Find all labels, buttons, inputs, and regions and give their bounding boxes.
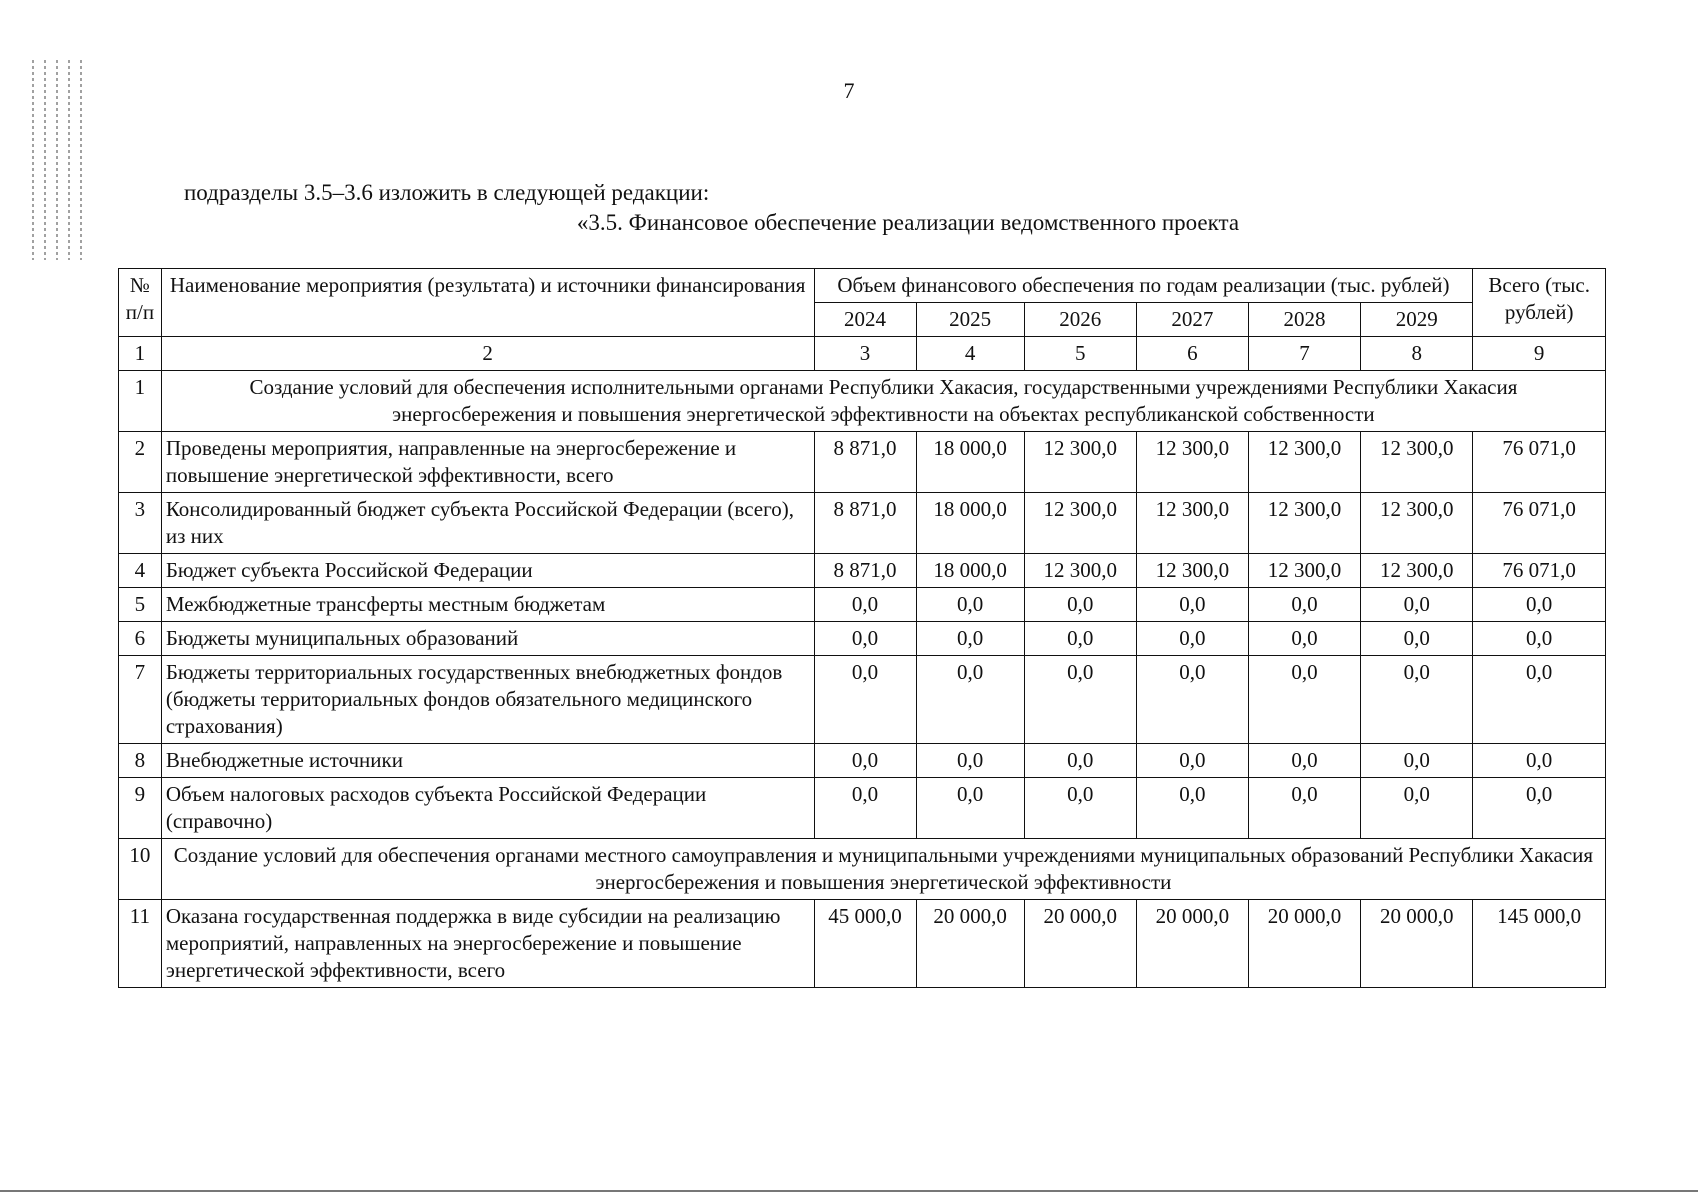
value-cell: 0,0	[1136, 622, 1248, 656]
total-cell: 0,0	[1473, 744, 1606, 778]
row-number: 1	[119, 371, 162, 432]
value-cell: 0,0	[1361, 656, 1473, 744]
total-cell: 0,0	[1473, 656, 1606, 744]
row-number: 10	[119, 839, 162, 900]
value-cell: 20 000,0	[1136, 900, 1248, 988]
value-cell: 0,0	[1136, 656, 1248, 744]
total-cell: 0,0	[1473, 622, 1606, 656]
value-cell: 18 000,0	[916, 554, 1024, 588]
row-number: 7	[119, 656, 162, 744]
value-cell: 0,0	[1024, 588, 1136, 622]
page-number: 7	[843, 78, 855, 103]
value-cell: 8 871,0	[814, 554, 916, 588]
value-cell: 45 000,0	[814, 900, 916, 988]
row-name: Оказана государственная поддержка в виде субсидии на реализацию мероприятий, направленных на энергосбережение и повышение энергетической эффективности, всего	[161, 900, 814, 988]
value-cell: 12 300,0	[1248, 493, 1360, 554]
value-cell: 12 300,0	[1361, 432, 1473, 493]
table-row	[119, 588, 1606, 622]
value-cell: 0,0	[1024, 656, 1136, 744]
value-cell: 0,0	[1136, 778, 1248, 839]
header-num: № п/п	[119, 269, 162, 337]
header-total: Всего (тыс. рублей)	[1473, 269, 1606, 337]
value-cell: 0,0	[916, 588, 1024, 622]
row-number: 6	[119, 622, 162, 656]
value-cell: 12 300,0	[1136, 432, 1248, 493]
value-cell: 0,0	[916, 656, 1024, 744]
table-row	[119, 622, 1606, 656]
row-number: 2	[119, 432, 162, 493]
total-cell: 76 071,0	[1473, 493, 1606, 554]
value-cell: 0,0	[1136, 588, 1248, 622]
header-year: 2025	[916, 303, 1024, 337]
header-year: 2029	[1361, 303, 1473, 337]
row-number: 3	[119, 493, 162, 554]
header-volume: Объем финансового обеспечения по годам реализации (тыс. рублей)	[814, 269, 1473, 303]
total-cell: 0,0	[1473, 778, 1606, 839]
value-cell: 18 000,0	[916, 432, 1024, 493]
value-cell: 0,0	[1361, 778, 1473, 839]
value-cell: 12 300,0	[1024, 493, 1136, 554]
table-row	[119, 493, 1606, 554]
row-number: 8	[119, 744, 162, 778]
value-cell: 0,0	[1248, 778, 1360, 839]
group-title: Создание условий для обеспечения исполнительными органами Республики Хакасия, государственными учреждениями Республики Хакасия энергосбережения и повышения энергетической эффективности на объектах республиканской собственности	[161, 371, 1605, 432]
intro-text: подразделы 3.5–3.6 изложить в следующей редакции:	[184, 180, 710, 205]
value-cell: 0,0	[814, 622, 916, 656]
value-cell: 0,0	[916, 622, 1024, 656]
value-cell: 0,0	[814, 656, 916, 744]
header-year: 2028	[1248, 303, 1360, 337]
value-cell: 0,0	[1361, 622, 1473, 656]
group-title: Создание условий для обеспечения органами местного самоуправления и муниципальными учреждениями муниципальных образований Республики Хакасия энергосбережения и повышения энергетической эффективности	[161, 839, 1605, 900]
header-name: Наименование мероприятия (результата) и источники финансирования	[161, 269, 814, 337]
column-number: 2	[161, 337, 814, 371]
total-cell: 0,0	[1473, 588, 1606, 622]
value-cell: 12 300,0	[1024, 432, 1136, 493]
row-name: Бюджеты территориальных государственных внебюджетных фондов (бюджеты территориальных фондов обязательного медицинского страхования)	[161, 656, 814, 744]
total-cell: 76 071,0	[1473, 432, 1606, 493]
header-year: 2026	[1024, 303, 1136, 337]
group-row	[119, 839, 1606, 900]
value-cell: 0,0	[916, 778, 1024, 839]
value-cell: 0,0	[1361, 744, 1473, 778]
value-cell: 8 871,0	[814, 432, 916, 493]
column-number: 5	[1024, 337, 1136, 371]
row-number: 5	[119, 588, 162, 622]
row-name: Объем налоговых расходов субъекта Российской Федерации (справочно)	[161, 778, 814, 839]
row-name: Бюджет субъекта Российской Федерации	[161, 554, 814, 588]
value-cell: 12 300,0	[1136, 493, 1248, 554]
column-number: 7	[1248, 337, 1360, 371]
value-cell: 0,0	[814, 588, 916, 622]
header-year: 2024	[814, 303, 916, 337]
row-name: Межбюджетные трансферты местным бюджетам	[161, 588, 814, 622]
value-cell: 0,0	[1024, 622, 1136, 656]
table-row	[119, 778, 1606, 839]
column-number: 1	[119, 337, 162, 371]
row-name: Консолидированный бюджет субъекта Российской Федерации (всего), из них	[161, 493, 814, 554]
bottom-rule	[0, 1190, 1698, 1192]
value-cell: 12 300,0	[1136, 554, 1248, 588]
row-number: 9	[119, 778, 162, 839]
row-name: Бюджеты муниципальных образований	[161, 622, 814, 656]
section-title: «3.5. Финансовое обеспечение реализации ведомственного проекта	[576, 210, 1240, 235]
header-year: 2027	[1136, 303, 1248, 337]
column-number: 8	[1361, 337, 1473, 371]
column-number: 6	[1136, 337, 1248, 371]
value-cell: 0,0	[1361, 588, 1473, 622]
value-cell: 0,0	[1136, 744, 1248, 778]
value-cell: 0,0	[1248, 588, 1360, 622]
financing-table	[118, 268, 1606, 988]
total-cell: 145 000,0	[1473, 900, 1606, 988]
table-row	[119, 554, 1606, 588]
group-row	[119, 371, 1606, 432]
table-row	[119, 656, 1606, 744]
value-cell: 12 300,0	[1024, 554, 1136, 588]
value-cell: 0,0	[1024, 778, 1136, 839]
row-number: 11	[119, 900, 162, 988]
total-cell: 76 071,0	[1473, 554, 1606, 588]
value-cell: 12 300,0	[1248, 432, 1360, 493]
value-cell: 0,0	[814, 778, 916, 839]
value-cell: 0,0	[814, 744, 916, 778]
row-name: Внебюджетные источники	[161, 744, 814, 778]
value-cell: 0,0	[1248, 744, 1360, 778]
value-cell: 20 000,0	[1248, 900, 1360, 988]
value-cell: 18 000,0	[916, 493, 1024, 554]
row-name: Проведены мероприятия, направленные на энергосбережение и повышение энергетической эффективности, всего	[161, 432, 814, 493]
value-cell: 12 300,0	[1361, 493, 1473, 554]
value-cell: 20 000,0	[1024, 900, 1136, 988]
table-row	[119, 744, 1606, 778]
table-row	[119, 900, 1606, 988]
column-number: 4	[916, 337, 1024, 371]
column-number: 9	[1473, 337, 1606, 371]
value-cell: 0,0	[1248, 656, 1360, 744]
value-cell: 0,0	[1248, 622, 1360, 656]
row-number: 4	[119, 554, 162, 588]
value-cell: 0,0	[916, 744, 1024, 778]
value-cell: 20 000,0	[1361, 900, 1473, 988]
value-cell: 12 300,0	[1248, 554, 1360, 588]
value-cell: 8 871,0	[814, 493, 916, 554]
table-row	[119, 432, 1606, 493]
column-number: 3	[814, 337, 916, 371]
value-cell: 0,0	[1024, 744, 1136, 778]
value-cell: 12 300,0	[1361, 554, 1473, 588]
value-cell: 20 000,0	[916, 900, 1024, 988]
